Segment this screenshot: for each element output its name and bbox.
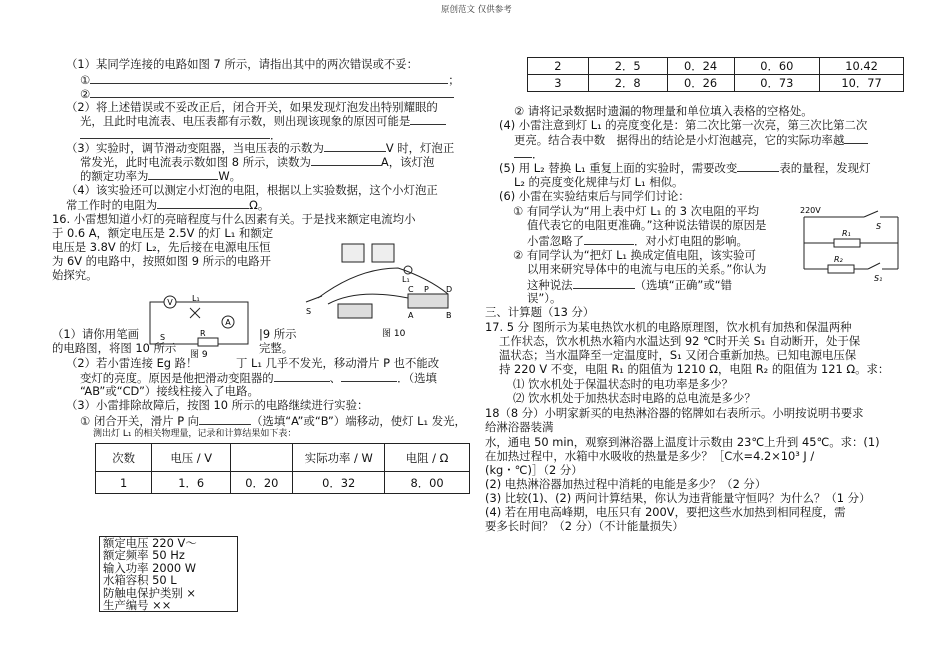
r4-line-2: 更亮。结合表中数 据得出的结论是小灯泡越亮，它的实际功率越 — [514, 132, 868, 147]
spec-row: 额定频率 50 Hz — [103, 548, 185, 563]
fig10-lamp-label: L₁ — [402, 275, 410, 284]
circuit-r1-label: R₁ — [842, 229, 851, 238]
table-cell: 0．32 — [293, 472, 385, 494]
r5-line-1: (5) 用 L₂ 替换 L₁ 重复上面的实验时，需要改变 表的量程，发现灯 — [499, 161, 871, 175]
table-cell: 10．77 — [820, 75, 904, 92]
s3-line-1: （3）小雷排除故障后，按图 10 所示的电路继续进行实验： — [66, 398, 369, 412]
s2-line-1b: 丁 L₁ 几乎不发光，移动滑片 P 也不能改 — [236, 356, 440, 370]
q3-line-1: （3）实验时，调节滑动变阻器，当电压表的示数为 V 时，灯泡正 — [66, 141, 455, 155]
table-cell: 1 — [96, 472, 152, 494]
r6-2-line-3: 这种说法 （选填“正确”或“错 — [527, 278, 733, 292]
q17-sub-2: ⑵ 饮水机处于加热状态时电路的总电流是多少？ — [513, 391, 756, 405]
spec-row: 防触电保护类别 × — [103, 585, 196, 600]
spec-row: 生产编号 ×× — [103, 598, 172, 613]
q1-blank-2: ② — [80, 86, 454, 101]
q3-line-3: 的额定功率为 W。 — [80, 169, 242, 183]
p16-line-3: 电压是 3.8V 的灯 L₂，先后接在电源电压恒 — [52, 240, 271, 254]
q1-blank-1: ① ； — [80, 73, 460, 87]
data-table-left — [95, 443, 470, 494]
fig9-ammeter-label: A — [225, 318, 231, 327]
r6-2-line-2: 以用来研究导体中的电流与电压的关系。”你认为 — [527, 262, 767, 276]
th-voltage: 电压 / V — [152, 444, 231, 472]
q2-blank: ． — [80, 127, 281, 142]
s1-line-2b: 完整。 — [259, 341, 294, 355]
q1-intro: （1）某同学连接的电路如图 7 所示，请指出其中的两次错误或不妥： — [66, 57, 419, 71]
r6-1-line-1: ① 有同学认为“用上表中灯 L₁ 的 3 次电阻的平均 — [513, 204, 760, 218]
circuit-switch-s1: S₁ — [874, 274, 883, 283]
figure-10-apparatus — [298, 238, 470, 340]
circuit-switch-s: S — [876, 222, 882, 231]
th-count: 次数 — [96, 444, 152, 472]
table-cell: 2．5 — [588, 58, 667, 75]
fig10-p-label: P — [424, 285, 429, 294]
fig10-switch-label: S — [306, 307, 312, 316]
fig10-d-label: D — [446, 285, 453, 294]
fig9-caption: 图 9 — [190, 350, 208, 360]
table-cell: 0．60 — [734, 58, 820, 75]
table-cell: 0．24 — [667, 58, 734, 75]
fig10-b-label: B — [446, 311, 452, 320]
q4-line-2: 常工作时的电阻为 Ω。 — [66, 198, 270, 212]
q17-line-4: 持 220 V 不变，电阻 R₁ 的阻值为 1210 Ω，电阻 R₂ 的阻值为 121 Ω。求： — [499, 362, 890, 376]
fig9-rheostat-label: R — [200, 329, 206, 338]
table-cell: 2．8 — [588, 75, 667, 92]
s2-line-1a: （2）若小雷连接 Eg 路！ — [66, 356, 198, 370]
q2-line-2: 光，且此时电流表、电压表都有示数，则出现该现象的原因可能是 — [80, 113, 446, 128]
th-resistance: 电阻 / Ω — [385, 444, 470, 472]
circuit-r2-label: R₂ — [834, 255, 843, 264]
section-3-title: 三、计算题（13 分） — [485, 305, 595, 319]
fig9-switch-label: S — [160, 333, 166, 342]
table-cell: 8．00 — [385, 472, 470, 494]
p16-line-5: 始探究。 — [52, 268, 98, 282]
p16-line-2: 于 0.6 A，额定电压是 2.5V 的灯 L₁ 和额定 — [52, 226, 274, 240]
s2-line-2: 变灯的亮度。原因是他把滑动变阻器的 、 ．（选填 — [80, 371, 437, 385]
r4-blank: ． — [514, 146, 543, 161]
fig9-lamp-label: L₁ — [192, 294, 200, 303]
q17-line-1: 17. 5 分 图所示为某电热饮水机的电路原理图，饮水机有加热和保温两种 — [485, 320, 852, 334]
fig10-c-label: C — [408, 285, 414, 294]
s1-line-2: 的电路图，将图 10 所示 — [52, 341, 177, 355]
r6-1-line-3: 小雷忽略了 ．对小灯电阻的影响。 — [527, 234, 748, 248]
q18-line-9: 要多长时间？（2 分）（不计能量损失） — [485, 519, 684, 533]
fig10-a-label: A — [408, 311, 414, 320]
table-cell: 0．73 — [734, 75, 820, 92]
s3-line-3: 测出灯 L₁ 的相关物理量，记录和计算结果如下表： — [93, 429, 297, 439]
r6-line: (6) 小雷在实验结束后与同学们讨论： — [499, 189, 690, 203]
q18-line-2: 给淋浴器装满 — [485, 420, 554, 434]
spec-row: 额定电压 220 V～ — [103, 536, 197, 550]
s1-line-1: （1）请你用笔画 — [52, 327, 139, 341]
table-cell: 0．26 — [667, 75, 734, 92]
p16-line-1: 16. 小雷想知道小灯的亮暗程度与什么因素有关。于是找来额定电流均小 — [52, 212, 416, 226]
q17-sub-1: ⑴ 饮水机处于保温状态时的电功率是多少？ — [513, 377, 734, 391]
q18-line-8: (4) 若在用电高峰期，电压只有 200V，要把这些水加热到相同程度，需 — [485, 505, 846, 519]
q3-line-2: 常发光，此时电流表示数如图 8 所示，读数为 A，该灯泡 — [80, 155, 435, 169]
data-table-right — [527, 57, 904, 92]
table-cell: 3 — [528, 75, 589, 92]
th-power: 实际功率 / W — [293, 444, 385, 472]
dispenser-circuit — [794, 203, 906, 283]
circuit-voltage-label: 220V — [800, 206, 821, 215]
r6-2-line-4: 误”）。 — [527, 291, 562, 305]
s1-line-1b: |9 所示 — [259, 327, 297, 341]
q4-line-1: （4）该实验还可以测定小灯泡的电阻，根据以上实验数据，这个小灯泡正 — [66, 183, 438, 197]
q2-line-1: （2）将上述错误或不妥改正后，闭合开关，如果发现灯泡发出特别耀眼的 — [66, 100, 438, 114]
q18-line-3: 水，通电 50 min，观察到淋浴器上温度计示数由 23℃上升到 45℃。求：(1) — [485, 435, 880, 449]
table-cell: 10.42 — [820, 58, 904, 75]
r5-line-2: L₂ 的亮度变化规律与灯 L₁ 相似。 — [514, 175, 684, 189]
page-header: 原创范文 仅供参考 — [441, 5, 512, 15]
q18-line-6: (2) 电热淋浴器加热过程中消耗的电能是多少？（2 分） — [485, 477, 767, 491]
spec-row: 水箱容积 50 L — [103, 573, 177, 588]
fig9-voltmeter-label: V — [167, 298, 173, 307]
q18-line-1: 18（8 分）小明家新买的电热淋浴器的铭牌如右表所示。小明按说明书要求 — [485, 406, 864, 420]
q18-line-7: (3) 比较(1)、(2) 两问计算结果，你认为违背能量守恒吗？为什么？（1 分） — [485, 491, 871, 505]
q17-line-2: 工作状态，饮水机热水箱内水温达到 92 ℃时开关 S₁ 自动断开，处于保 — [499, 334, 861, 348]
s3-line-2: ① 闭合开关，滑片 P 向 （选填“A”或“B”）端移动，使灯 L₁ 发光， — [80, 414, 466, 428]
q18-line-5: (kg・℃)］（2 分） — [485, 463, 583, 477]
q18-line-4: 在加热过程中，水箱中水吸收的热量是多少？［C水=4.2×10³ J / — [485, 449, 815, 463]
nameplate-table — [99, 536, 238, 612]
s2-line-3: “AB”或“CD”）接线柱接入了电路。 — [80, 384, 259, 398]
spec-row: 输入功率 2000 W — [103, 560, 197, 575]
r6-1-line-2: 值代表它的电阻更准确。”这种说法错误的原因是 — [527, 218, 767, 232]
table-cell: 0．20 — [231, 472, 293, 494]
fig10-caption: 图 10 — [382, 329, 406, 339]
r6-2-line-1: ② 有同学认为“把灯 L₁ 换成定值电阻，该实验可 — [513, 248, 756, 262]
q17-line-3: 温状态；当水温降至一定温度时，S₁ 又闭合重新加热。已知电源电压保 — [499, 348, 857, 362]
p16-line-4: 为 6V 的电路中，按照如图 9 所示的电路开 — [52, 254, 272, 268]
r2-line: ② 请将记录数据时遗漏的物理量和单位填入表格的空格处。 — [514, 104, 813, 118]
r4-line-1: (4) 小雷注意到灯 L₁ 的亮度变化是：第二次比第一次亮，第三次比第二次 — [499, 118, 868, 132]
table-cell: 2 — [528, 58, 589, 75]
table-cell: 1．6 — [152, 472, 231, 494]
